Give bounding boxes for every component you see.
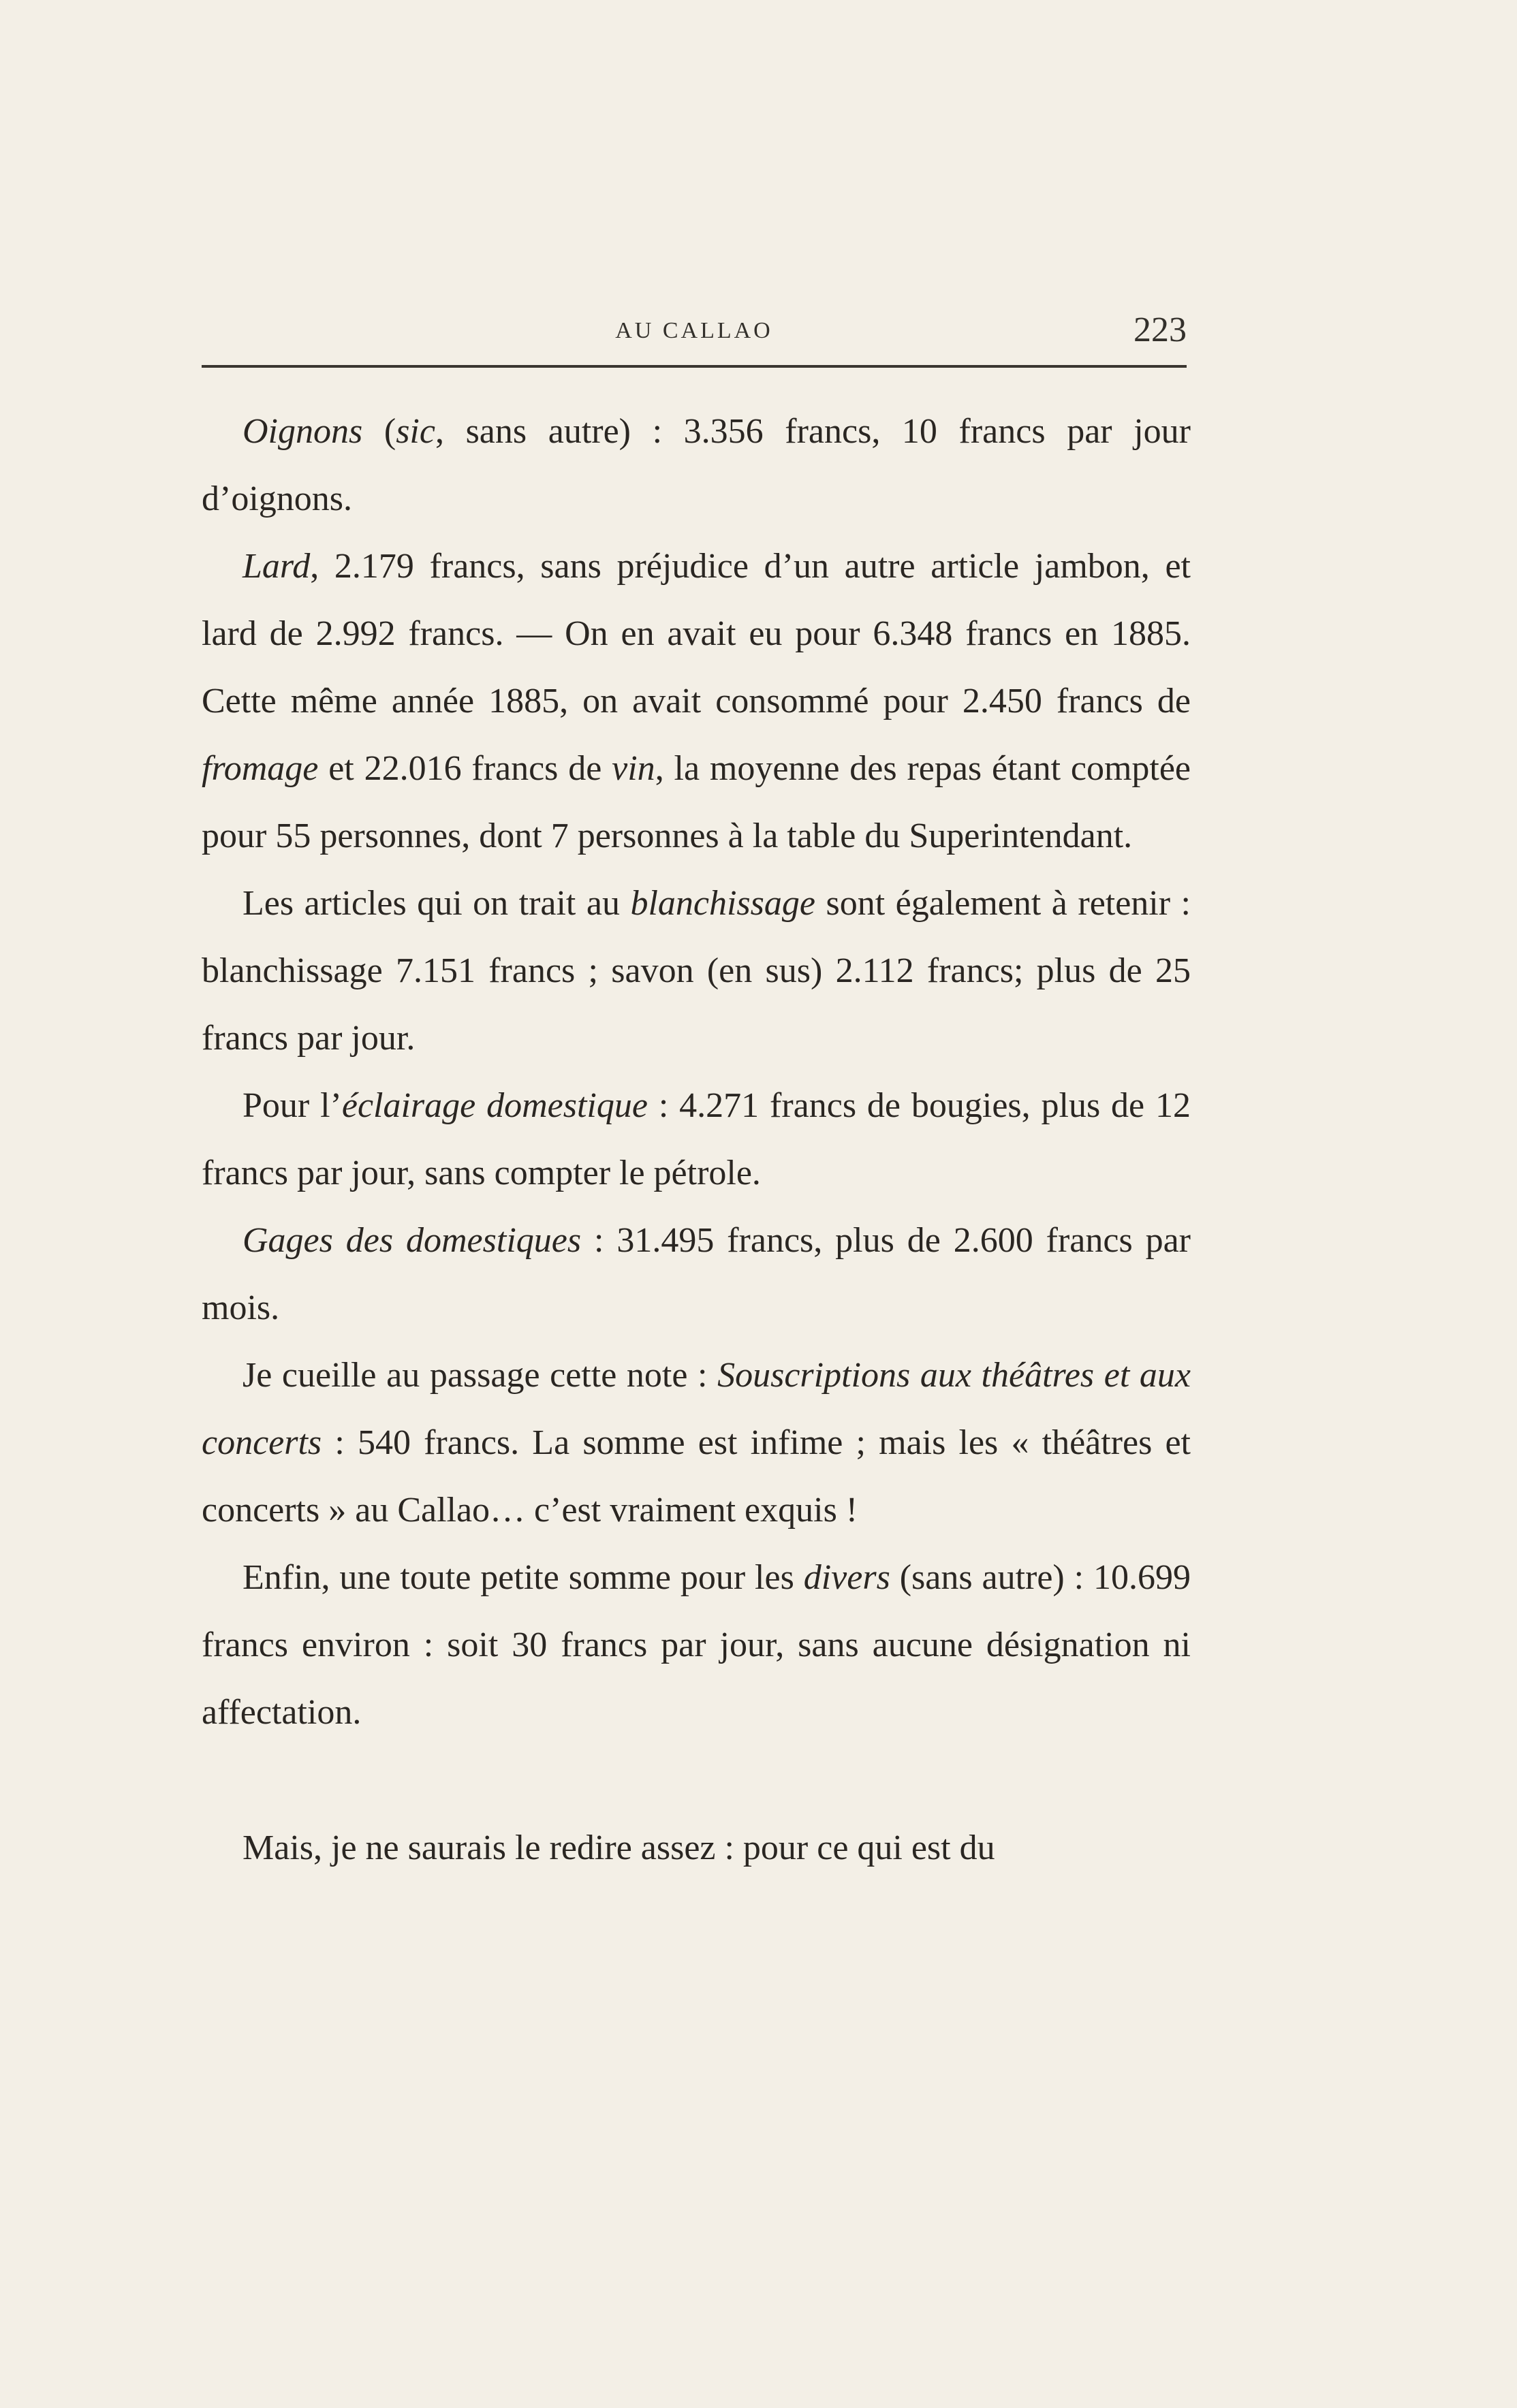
running-head: AU CALLAO [615,318,773,343]
text-segment: : 540 francs. La somme est infime ; mais les « théâtres et concerts » au Callao… c’est vraiment exquis ! [202,1423,1191,1530]
italic-text: blanchissage [630,884,815,923]
page-header [202,310,1187,371]
paragraph [202,533,1191,870]
text-segment: , 2.179 francs, sans préjudice d’un autre article jambon, et lard de 2.992 francs. — On en avait eu pour 6.348 francs en 1885. Cette même année 1885, on avait consommé pour 2.450 francs de [202,547,1191,720]
paragraph [202,1342,1191,1544]
body-text [202,398,1191,1882]
text-segment: sont également à retenir : blanchissage 7.151 francs ; savon (en sus) 2.112 francs; plus de 25 francs par jour. [202,884,1191,1058]
page-number: 223 [1133,311,1187,349]
header-rule [202,365,1187,368]
italic-text: sic [396,412,435,451]
italic-text: éclairage domestique [341,1086,648,1125]
text-segment: : 31.495 francs, plus de 2.600 francs par mois. [202,1221,1191,1327]
text-segment: (sans autre) : 10.699 francs environ : soit 30 francs par jour, sans aucune désignation ni affectation. [202,1558,1191,1732]
text-segment: ( [362,412,396,451]
italic-text: Lard [243,547,311,586]
paragraph [202,1207,1191,1342]
text-segment: : 4.271 francs de bougies, plus de 12 francs par jour, sans compter le pétrole. [202,1086,1191,1192]
text-segment: Pour l’ [243,1086,342,1125]
italic-text: Souscriptions aux théâtres et aux concerts [202,1356,1191,1462]
text-segment: Je cueille au passage cette note : [243,1356,718,1395]
italic-text: Gages des domestiques [243,1221,582,1260]
italic-text: vin [612,749,655,788]
text-segment: Enfin, une toute petite somme pour les [243,1558,804,1597]
italic-text: fromage [202,749,319,788]
text-segment: Les articles qui on trait au [243,884,631,923]
paragraph [202,1544,1191,1746]
text-segment: Mais, je ne saurais le redire assez : pour ce qui est du [243,1828,995,1867]
paragraph [202,398,1191,533]
text-segment: et 22.016 francs de [318,749,612,788]
italic-text: Oignons [243,412,363,451]
italic-text: divers [803,1558,890,1597]
text-segment: , la moyenne des repas étant comptée pour 55 personnes, dont 7 personnes à la table du Superintendant. [202,749,1191,855]
paragraph [202,1814,1191,1882]
paragraph [202,1072,1191,1207]
text-segment: , sans autre) : 3.356 francs, 10 francs par jour d’oignons. [202,412,1191,518]
paragraph [202,870,1191,1072]
